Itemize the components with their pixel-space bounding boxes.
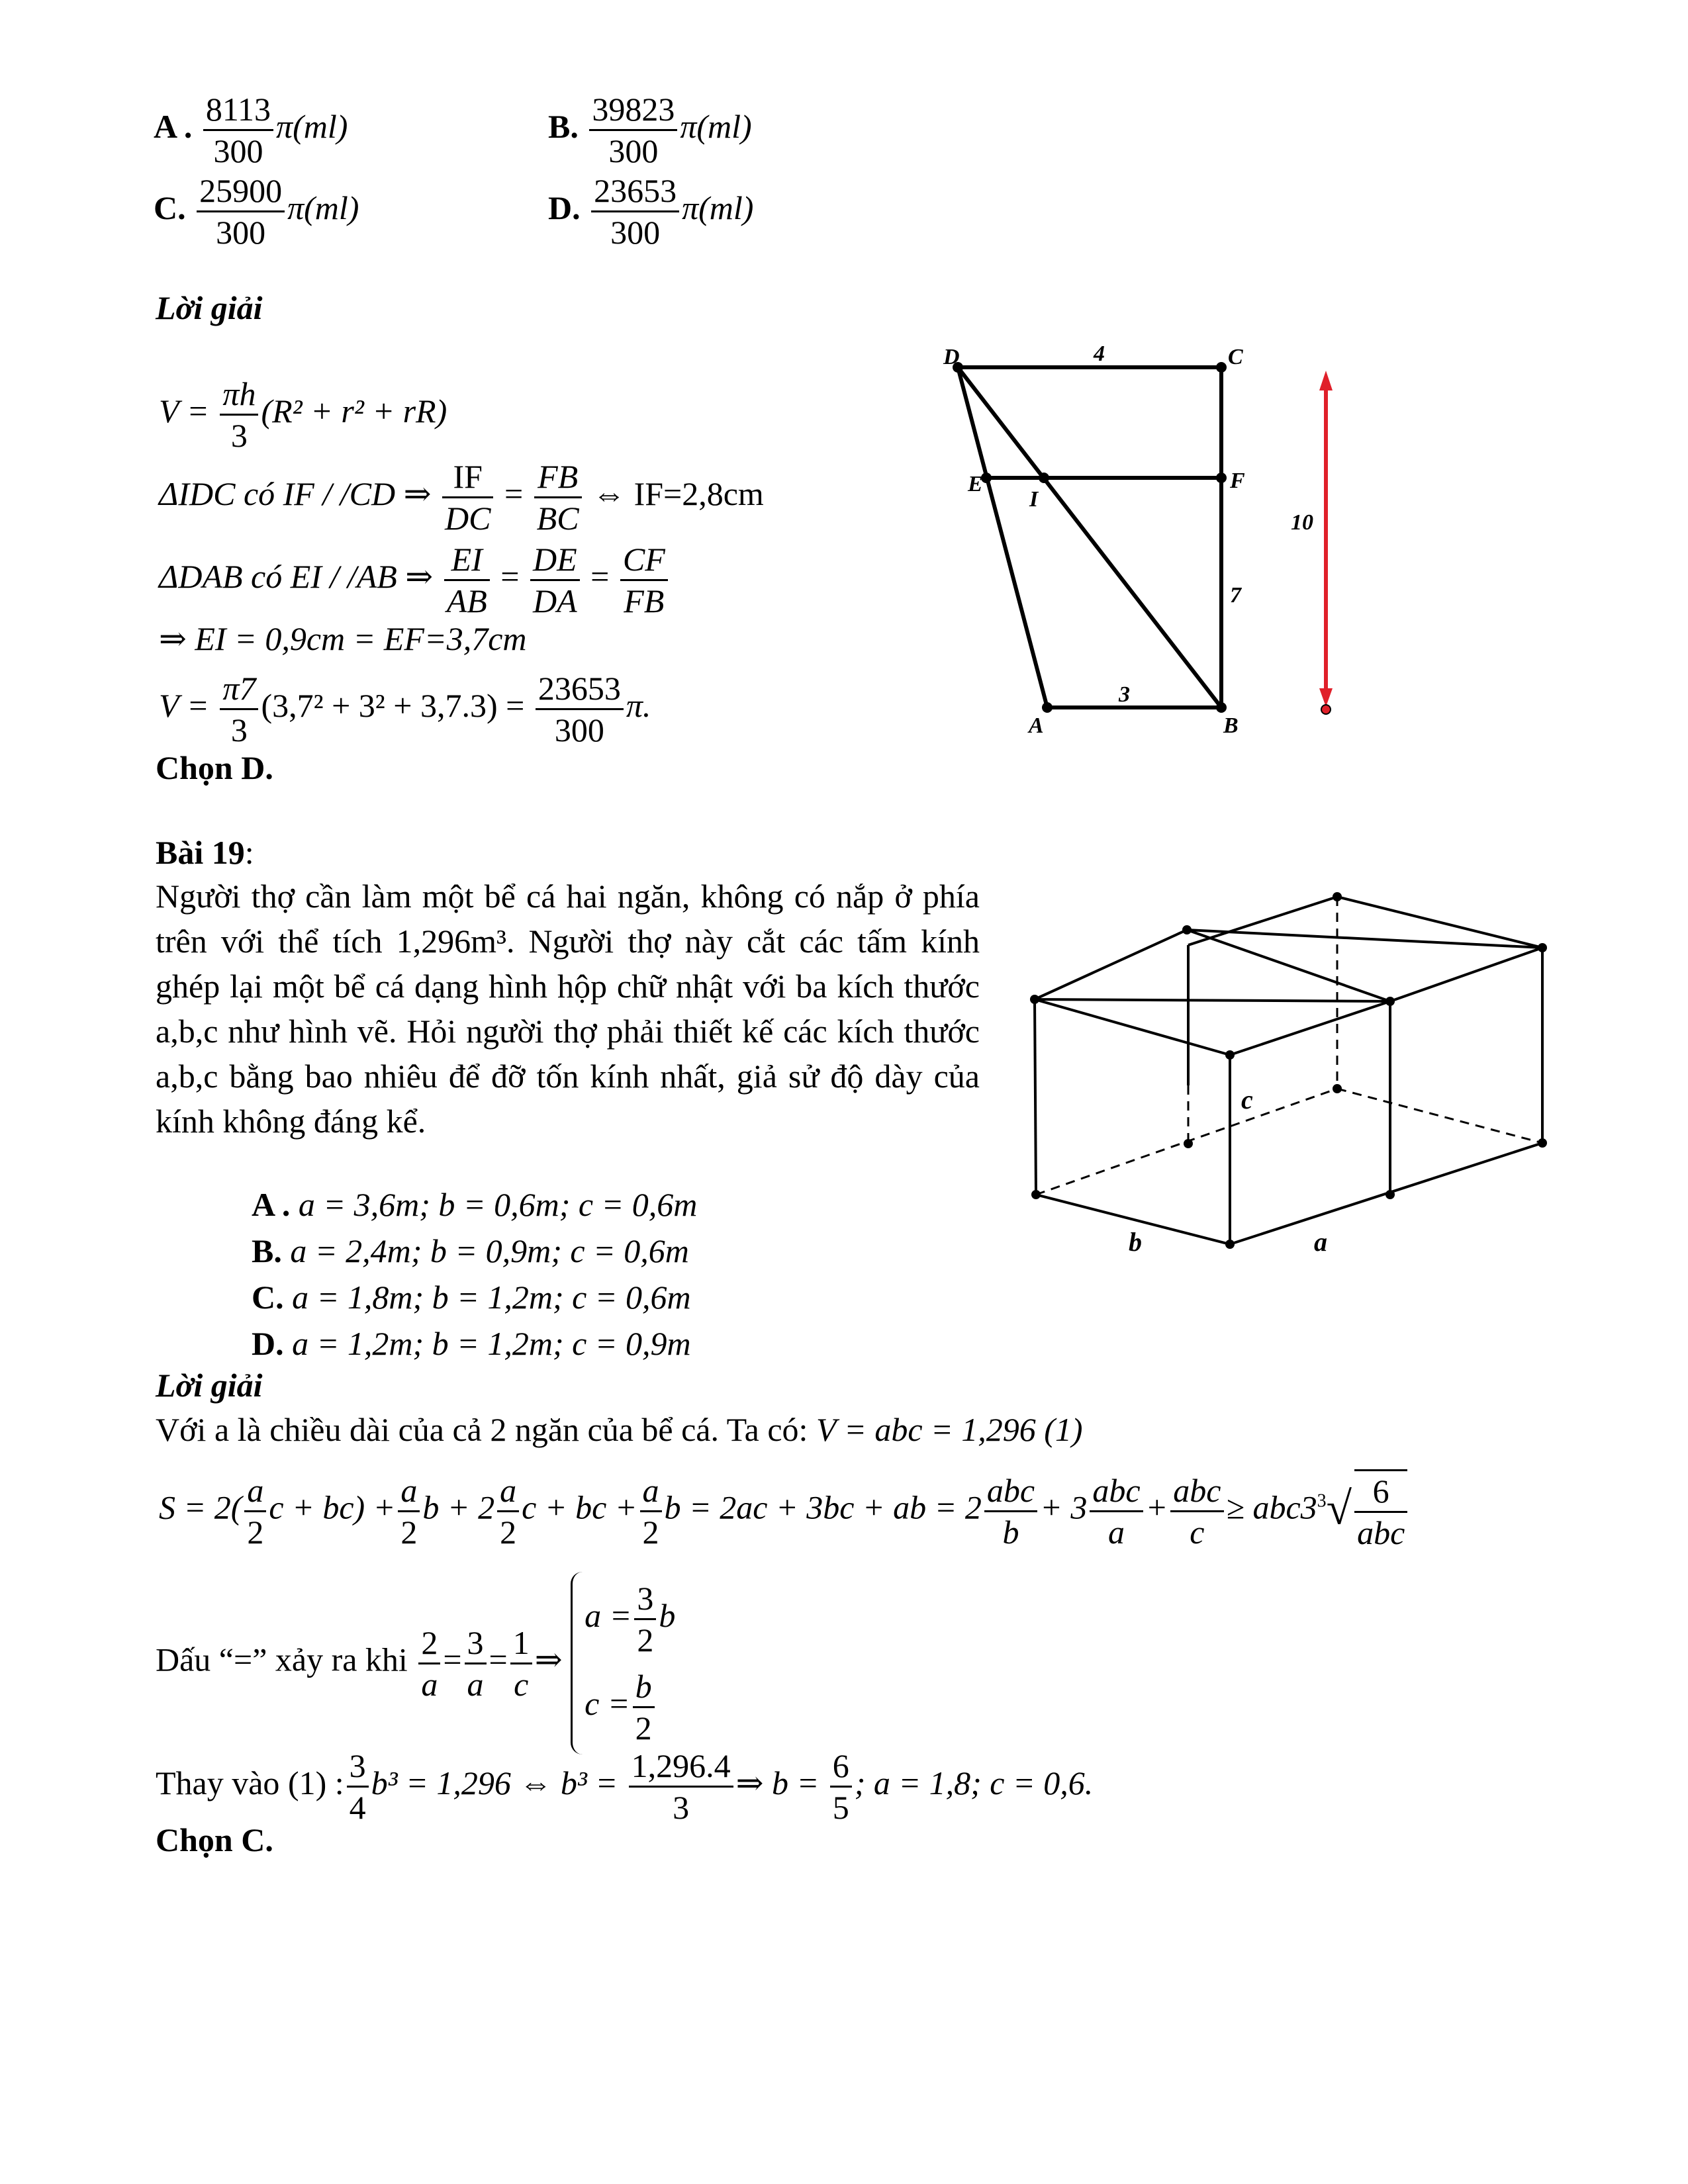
fraction [634,1578,656,1660]
q18-option-a [154,89,348,171]
denominator: a [421,1665,438,1703]
denominator: 4 [349,1789,366,1826]
fraction [633,1666,655,1748]
option-label: A . [252,1186,291,1223]
length-height: 10 [1291,510,1313,535]
line-math: V = abc = 1,296 (1) [816,1411,1083,1448]
denominator: a [467,1665,484,1703]
denominator: 300 [554,711,604,749]
numerator: IF [442,457,493,498]
option-label: D. [548,189,581,226]
label-b: B [1223,713,1239,738]
numerator: 23653 [536,668,624,710]
numerator: 23653 [591,171,679,212]
q19-option-d [252,1327,691,1360]
numerator: 1 [510,1623,532,1664]
line-text: Thay vào [156,1764,280,1801]
formula-rhs: (R² + r² + rR) [261,392,447,430]
system-row-1 [585,1578,675,1660]
length-dc: 4 [1094,341,1105,366]
numerator: abc [1090,1471,1143,1512]
diagonal-db [958,367,1221,707]
volume-formula [159,374,447,455]
title-text: Bài 19 [156,834,245,871]
fraction [536,668,624,750]
point-a [1042,702,1053,713]
unit: π(ml) [682,189,754,226]
vertex [1385,997,1395,1006]
numerator: 1,296.4 [629,1746,733,1788]
point-c [1216,362,1227,373]
option-label: C. [154,189,186,226]
line-text: Với a là chiều dài của cả 2 ngăn của bể cá. Ta có: [156,1411,808,1448]
numerator: a [497,1471,519,1512]
divider-top [1187,930,1390,1001]
numerator: πh [220,374,258,416]
numerator: 8113 [203,89,273,131]
label-b: b [1129,1227,1142,1257]
fraction [465,1623,487,1704]
formula-part: b = 2ac + 3bc + ab = 2 [664,1488,982,1526]
denominator: DC [444,500,491,537]
q19-option-b [252,1234,689,1267]
formula-part: S = 2( [159,1488,242,1526]
fraction [444,539,490,621]
label-c: C [1228,345,1243,369]
surface-area-formula [159,1469,1410,1553]
hidden-edge-4 [1337,1089,1542,1143]
denominator: 2 [400,1513,418,1551]
option-text: a = 1,2m; b = 1,2m; c = 0,9m [292,1325,691,1362]
solution-heading: Lời giải [156,289,263,326]
denominator: 5 [832,1789,849,1826]
edge-top-front-a1 [1230,1001,1390,1055]
formula-part: + [1145,1488,1168,1526]
fraction [418,1623,440,1704]
substitution-line [156,1746,1093,1827]
option-text: a = 3,6m; b = 0,6m; c = 0,6m [298,1186,698,1223]
volume-constraint [156,1413,1083,1446]
numerator: CF [620,539,668,581]
denominator: b [1002,1513,1019,1551]
numerator: 3 [465,1623,487,1664]
point-f [1216,473,1227,483]
formula-part: c + bc + [522,1488,637,1526]
ei-result: ⇒ EI = 0,9cm = EF=3,7cm [159,620,527,657]
denominator: 300 [608,132,659,169]
equals: = [500,557,520,595]
numerator: abc [984,1471,1037,1512]
label-i: I [1029,487,1039,512]
q18-option-c [154,171,359,252]
vertex [1333,1084,1342,1093]
fraction [591,171,679,252]
vertex [1225,1240,1235,1249]
formula-part: + 3 [1040,1488,1088,1526]
fraction [347,1746,369,1827]
edge-da [958,367,1047,707]
ratio-line-dab [159,539,671,621]
numerator: 6 [830,1746,852,1788]
equals: = [590,557,610,595]
fraction [244,1471,266,1552]
numerator: 3 [347,1746,369,1788]
fraction [1090,1471,1143,1552]
numerator: FB [534,457,582,498]
denominator: 2 [642,1513,659,1551]
fraction [497,1471,519,1552]
option-text: a = 1,8m; b = 1,2m; c = 0,6m [292,1279,691,1316]
unit: π(ml) [276,107,348,145]
fish-tank-diagram [1019,874,1569,1271]
edge-top-front-b [1035,999,1230,1055]
fraction [510,1623,532,1704]
ratio-line-idc [159,457,764,538]
line-prefix: ΔDAB có EI / /AB ⇒ [159,557,434,595]
fraction [220,668,258,750]
option-text: a = 2,4m; b = 0,9m; c = 0,6m [290,1232,689,1269]
line-text: Dấu “=” xảy ra khi [156,1641,408,1678]
answer-choice-19: Chọn C. [156,1821,273,1858]
question-19-text: Người thợ cần làm một bể cá hai ngăn, không có nắp ở phía trên với thể tích 1,296m³. Người thợ này cắt các tấm kính ghép lại một bể cá dạng hình hộp chữ nhật với ba kích thước a,b,c như hình vẽ. Hỏi người thợ phải thiết kế các kích thước a,b,c bằng bao nhiêu để đỡ tốn kính nhất, giả sử độ dày của kính không đáng kể. [156,878,980,1140]
denominator: AB [446,582,487,619]
row-var: b [659,1596,676,1634]
vertex [1538,1138,1547,1148]
numerator: abc [1170,1471,1223,1512]
fraction [530,539,580,621]
denominator: 2 [637,1621,654,1659]
fraction [984,1471,1037,1552]
vertex [1031,1190,1041,1199]
denominator: c [514,1665,529,1703]
numerator: 25900 [197,171,285,212]
option-label: D. [252,1325,284,1362]
option-label: C. [252,1279,284,1316]
numerator: DE [530,539,580,581]
fraction [629,1746,733,1827]
label-d: D [943,345,960,369]
formula-end: π. [626,686,651,724]
denominator: DA [532,582,577,619]
equality-condition: Dấu “=” xảy ra khi $\frac{2}{a}$ = $\frac{3}{a}$ = $\frac{1}{c}$ ⇒ a = $\frac{3}{2}$ b c = $\frac{b}{2}$ [156,1572,675,1754]
vertex [1385,1190,1395,1199]
option-label: B. [252,1232,282,1269]
q18-option-d [548,171,753,252]
fraction [442,457,493,538]
denominator: FB [624,582,665,619]
back-top-left [1188,897,1337,945]
length-ab: 3 [1119,682,1130,707]
denominator: abc [1357,1514,1405,1551]
vertex [1333,892,1342,901]
denominator: 2 [635,1709,652,1747]
denominator: 3 [230,711,248,749]
fraction [534,457,582,538]
height-arrow [1319,371,1333,714]
trapezoid-diagram [914,334,1350,758]
denominator: BC [536,500,579,537]
vertex [1225,1050,1235,1060]
implies: ⇒ [534,1641,563,1678]
fraction [830,1746,852,1827]
denominator: a [1107,1513,1125,1551]
option-label: B. [548,107,579,145]
volume-computation [159,668,651,750]
numerator: 3 [634,1578,656,1620]
vertex [1182,925,1192,934]
q19-option-a [252,1188,697,1221]
denominator: 300 [213,132,263,169]
label-a: a [1314,1227,1327,1257]
numerator: π7 [220,668,258,710]
equals: = [504,475,524,512]
line-math: ⇒ b = [735,1764,820,1801]
point-i [1039,473,1049,483]
line-prefix: ΔIDC có IF / /CD ⇒ [159,475,432,512]
denominator: 3 [230,417,248,454]
denominator: 300 [610,214,661,251]
row-lhs: a = [585,1596,632,1634]
q19-option-c [252,1281,691,1314]
answer-choice-18: Chọn D. [156,749,273,786]
fraction [1170,1471,1223,1552]
radical-sign: √ [1326,1483,1352,1535]
vertex [1030,995,1039,1004]
vertex [1538,943,1547,952]
vertex [1184,1139,1193,1148]
formula-part: b + 2 [422,1488,495,1526]
q18-option-b [548,89,752,171]
numerator: a [244,1471,266,1512]
formula-part: ≥ abc3 [1226,1488,1317,1526]
fraction [398,1471,420,1552]
line-math: ; a = 1,8; c = 0,6. [854,1764,1094,1801]
numerator: EI [444,539,490,581]
fraction [640,1471,662,1552]
formula-middle: (3,7² + 3² + 3,7.3) = [261,686,525,724]
equation-ref: (1) : [287,1764,344,1801]
row-lhs: c = [585,1684,630,1722]
unit: π(ml) [287,189,359,226]
fraction [1354,1469,1407,1553]
denominator: 300 [216,214,266,251]
equation-system [571,1572,675,1754]
root-index: 3 [1317,1490,1327,1512]
system-row-2 [585,1666,675,1748]
numerator: b [633,1666,655,1708]
numerator: a [640,1471,662,1512]
formula-part: c + bc) + [269,1488,396,1526]
fraction [620,539,668,621]
numerator: 2 [418,1623,440,1664]
formula-lhs: V = [159,686,209,724]
fraction [589,89,677,171]
unit: π(ml) [680,107,752,145]
solution-heading: Lời giải [156,1367,263,1404]
length-fb: 7 [1230,583,1241,608]
denominator: c [1190,1513,1205,1551]
label-f: F [1230,469,1245,493]
numerator: 6 [1354,1471,1407,1513]
edge-left-front [1035,999,1036,1195]
line-result: ⇔ IF=2,8cm [592,475,764,512]
line-math: b³ = 1,296 ⇔ b³ = [371,1764,618,1801]
title-colon: : [244,834,254,871]
numerator: a [398,1471,420,1512]
denominator: 2 [500,1513,517,1551]
label-c: c [1241,1085,1253,1115]
denominator: 3 [673,1789,690,1826]
point-b [1216,702,1227,713]
fraction [220,374,258,455]
numerator: 39823 [589,89,677,131]
label-e: E [968,472,983,496]
denominator: 2 [247,1513,264,1551]
fraction [203,89,273,171]
formula-lhs: V = [159,392,209,430]
label-a: A [1029,713,1044,738]
option-label: A . [154,107,193,145]
fraction [197,171,285,252]
question-19-title [156,836,254,869]
